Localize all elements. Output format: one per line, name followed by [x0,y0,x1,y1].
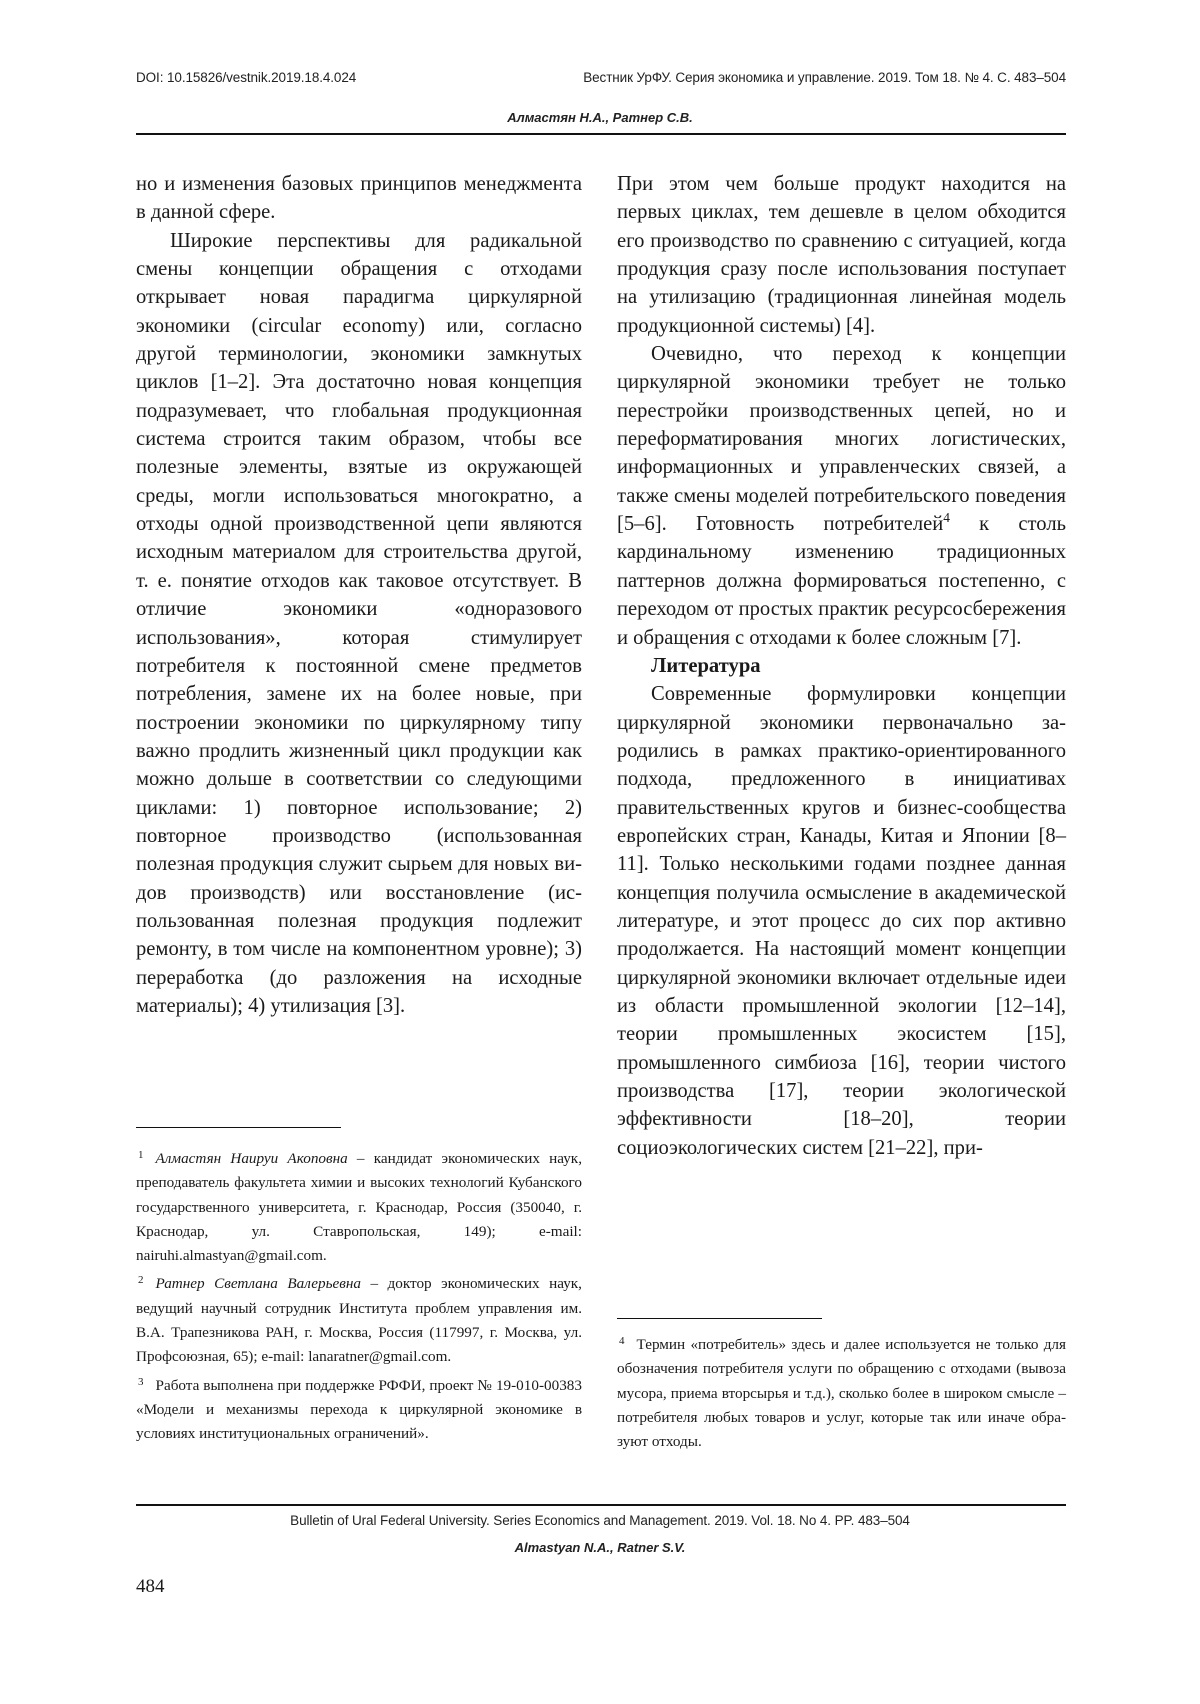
footer-authors: Almastyan N.A., Ratner S.V. [514,1540,686,1555]
header-doi: DOI: 10.15826/vestnik.2019.18.4.024 [136,70,357,85]
footnote-1-text: – кандидат экономических наук, преподаватель факультета химии и высоких технологий Кубанского государственного университета, г. Краснодар, Россия (350040, г. Краснодар, ул. Ставропольская, 149); e-mail: nairuhi.almastyan@gmail.com. [136,1150,582,1265]
footer-rule [136,1504,1066,1506]
page-number: 484 [136,1576,165,1597]
right-paragraph-2-part-a: Очевидно, что переход к концепции циркулярной экономики требует не только перестройки производственных цепей, но и переформатирования многих логистических, информационных и управленческих связей, а также смены моделей потребительского поведения [5–6]. Готовность потребителей [617,343,1066,536]
footnote-rule-right [617,1318,822,1319]
header-authors: Алмастян Н.А., Ратнер С.В. [507,110,693,125]
right-column [617,170,1066,1162]
footer-journal-reference: Bulletin of Ural Federal University. Series Economics and Management. 2019. Vol. 18. No 4. PP. 483–504 [290,1513,910,1528]
footnote-4-number: 4 [619,1335,625,1347]
footnote-2 [136,1268,582,1369]
right-paragraph-2-part-b: к столь кардинальному изменению традиционных паттернов должна формироваться постепенно, с переходом от простых практик ресурсосбережения и обращения с отходами к более сложным [7]. [617,513,1066,649]
footnote-2-number: 2 [138,1274,144,1287]
footnote-3-number: 3 [138,1375,144,1388]
footnote-4-text: Термин «потребитель» здесь и далее используется не только для обозначения потребителя услуги по обращению с отходами (вывоза мусора, приема вторсырья и т.д.), сколько более в широком смысле – потребителя любых товаров и услуг, которые так или иначе образуют отходы. [617,1336,1066,1451]
footnote-2-text: – доктор экономических наук, ведущий научный сотрудник Института проблем управления им. В.А. Трапезникова РАН, г. Москва, Россия (117997, г. Москва, ул. Профсоюзная, 65); e-mail: lanaratner@gmail.com. [136,1275,582,1366]
left-column [136,170,582,1020]
right-paragraph-2 [617,340,1066,652]
header-journal-reference: Вестник УрФУ. Серия экономика и управление. 2019. Том 18. № 4. С. 483–504 [583,70,1066,85]
right-paragraph-1: При этом чем больше продукт находится на первых циклах, тем дешевле в целом обходится его производство по сравнению с ситуацией, когда продукция сразу после использования поступает на утилизацию (традиционная линейная модель продукционной системы) [4]. [617,173,1066,337]
footnote-rule-left [136,1127,341,1128]
footnote-3-text: Работа выполнена при поддержке РФФИ, проект № 19-010-00383 «Модели и механизмы перехода к циркулярной экономике в условиях институциональных ограничений». [136,1376,582,1443]
footnotes-left [136,1143,582,1447]
footnote-2-name: Ратнер Светлана Валерьевна [155,1275,361,1293]
section-title-literature: Литература [651,654,761,677]
footnote-4 [617,1329,1066,1454]
footnote-1-number: 1 [138,1149,144,1161]
footnote-1 [136,1143,582,1268]
left-paragraph-2: Широкие перспективы для радикальной смены концепции обращения с отходами открывает новая парадигма циркулярной экономики (circular economy) или, согласно другой терминологии, экономики замкнутых циклов [1–2]. Эта достаточно новая концепция подразумевает, что глобальная продукционная система строится таким образом, чтобы все полезные элементы, взятые из окружающей среды, могли использоваться многократно, а отходы одной производственной цепи являются исходным материалом для строительства другой, т. е. понятие отходов как таковое отсутствует. В отличие экономики «одноразового использования», которая стимулирует потребителя к постоянной смене предметов потребления, замене их на более новые, при построении экономики по циркулярному типу важно продлить жизненный цикл продукции как можно дольше в соответствии со следующими циклами: 1) повторное использование; 2) повторное производство (использованная полезная продукция служит сырьем для новых видов производств) или восстановление (использованная полезная продукция подлежит ремонту, в том числе на компонентном уровне); 3) переработка (до разложения на исходные материалы); 4) утилизация [3]. [136,229,582,1017]
right-paragraph-3: Современные формулировки концепции циркулярной экономики первоначально зародились в рамках практико-ориентированного подхода, предложенного в инициативах правительственных кругов и бизнес-сообщества европейских стран, Канады, Китая и Японии [8–11]. Только несколькими годами позднее данная концепция получила осмысление в академической литературе, и этот процесс до сих пор активно продолжается. На настоящий момент концепции циркулярной экономики включает отдельные идеи из области промышленной экологии [12–14], теории промышленных экосистем [15], промышленного симбиоза [16], теории чистого производства [17], теории экологической эффективности [18–20], теории социоэкологических систем [21–22], при- [617,683,1066,1159]
header-rule [136,133,1066,135]
footnote-ref-4: 4 [943,510,950,526]
left-paragraph-1: но и изменения базовых принципов менеджмента в данной сфере. [136,173,582,224]
footnote-3 [136,1370,582,1447]
footnotes-right [617,1329,1066,1454]
footnote-1-name: Алмастян Наируи Акоповна [155,1150,348,1167]
